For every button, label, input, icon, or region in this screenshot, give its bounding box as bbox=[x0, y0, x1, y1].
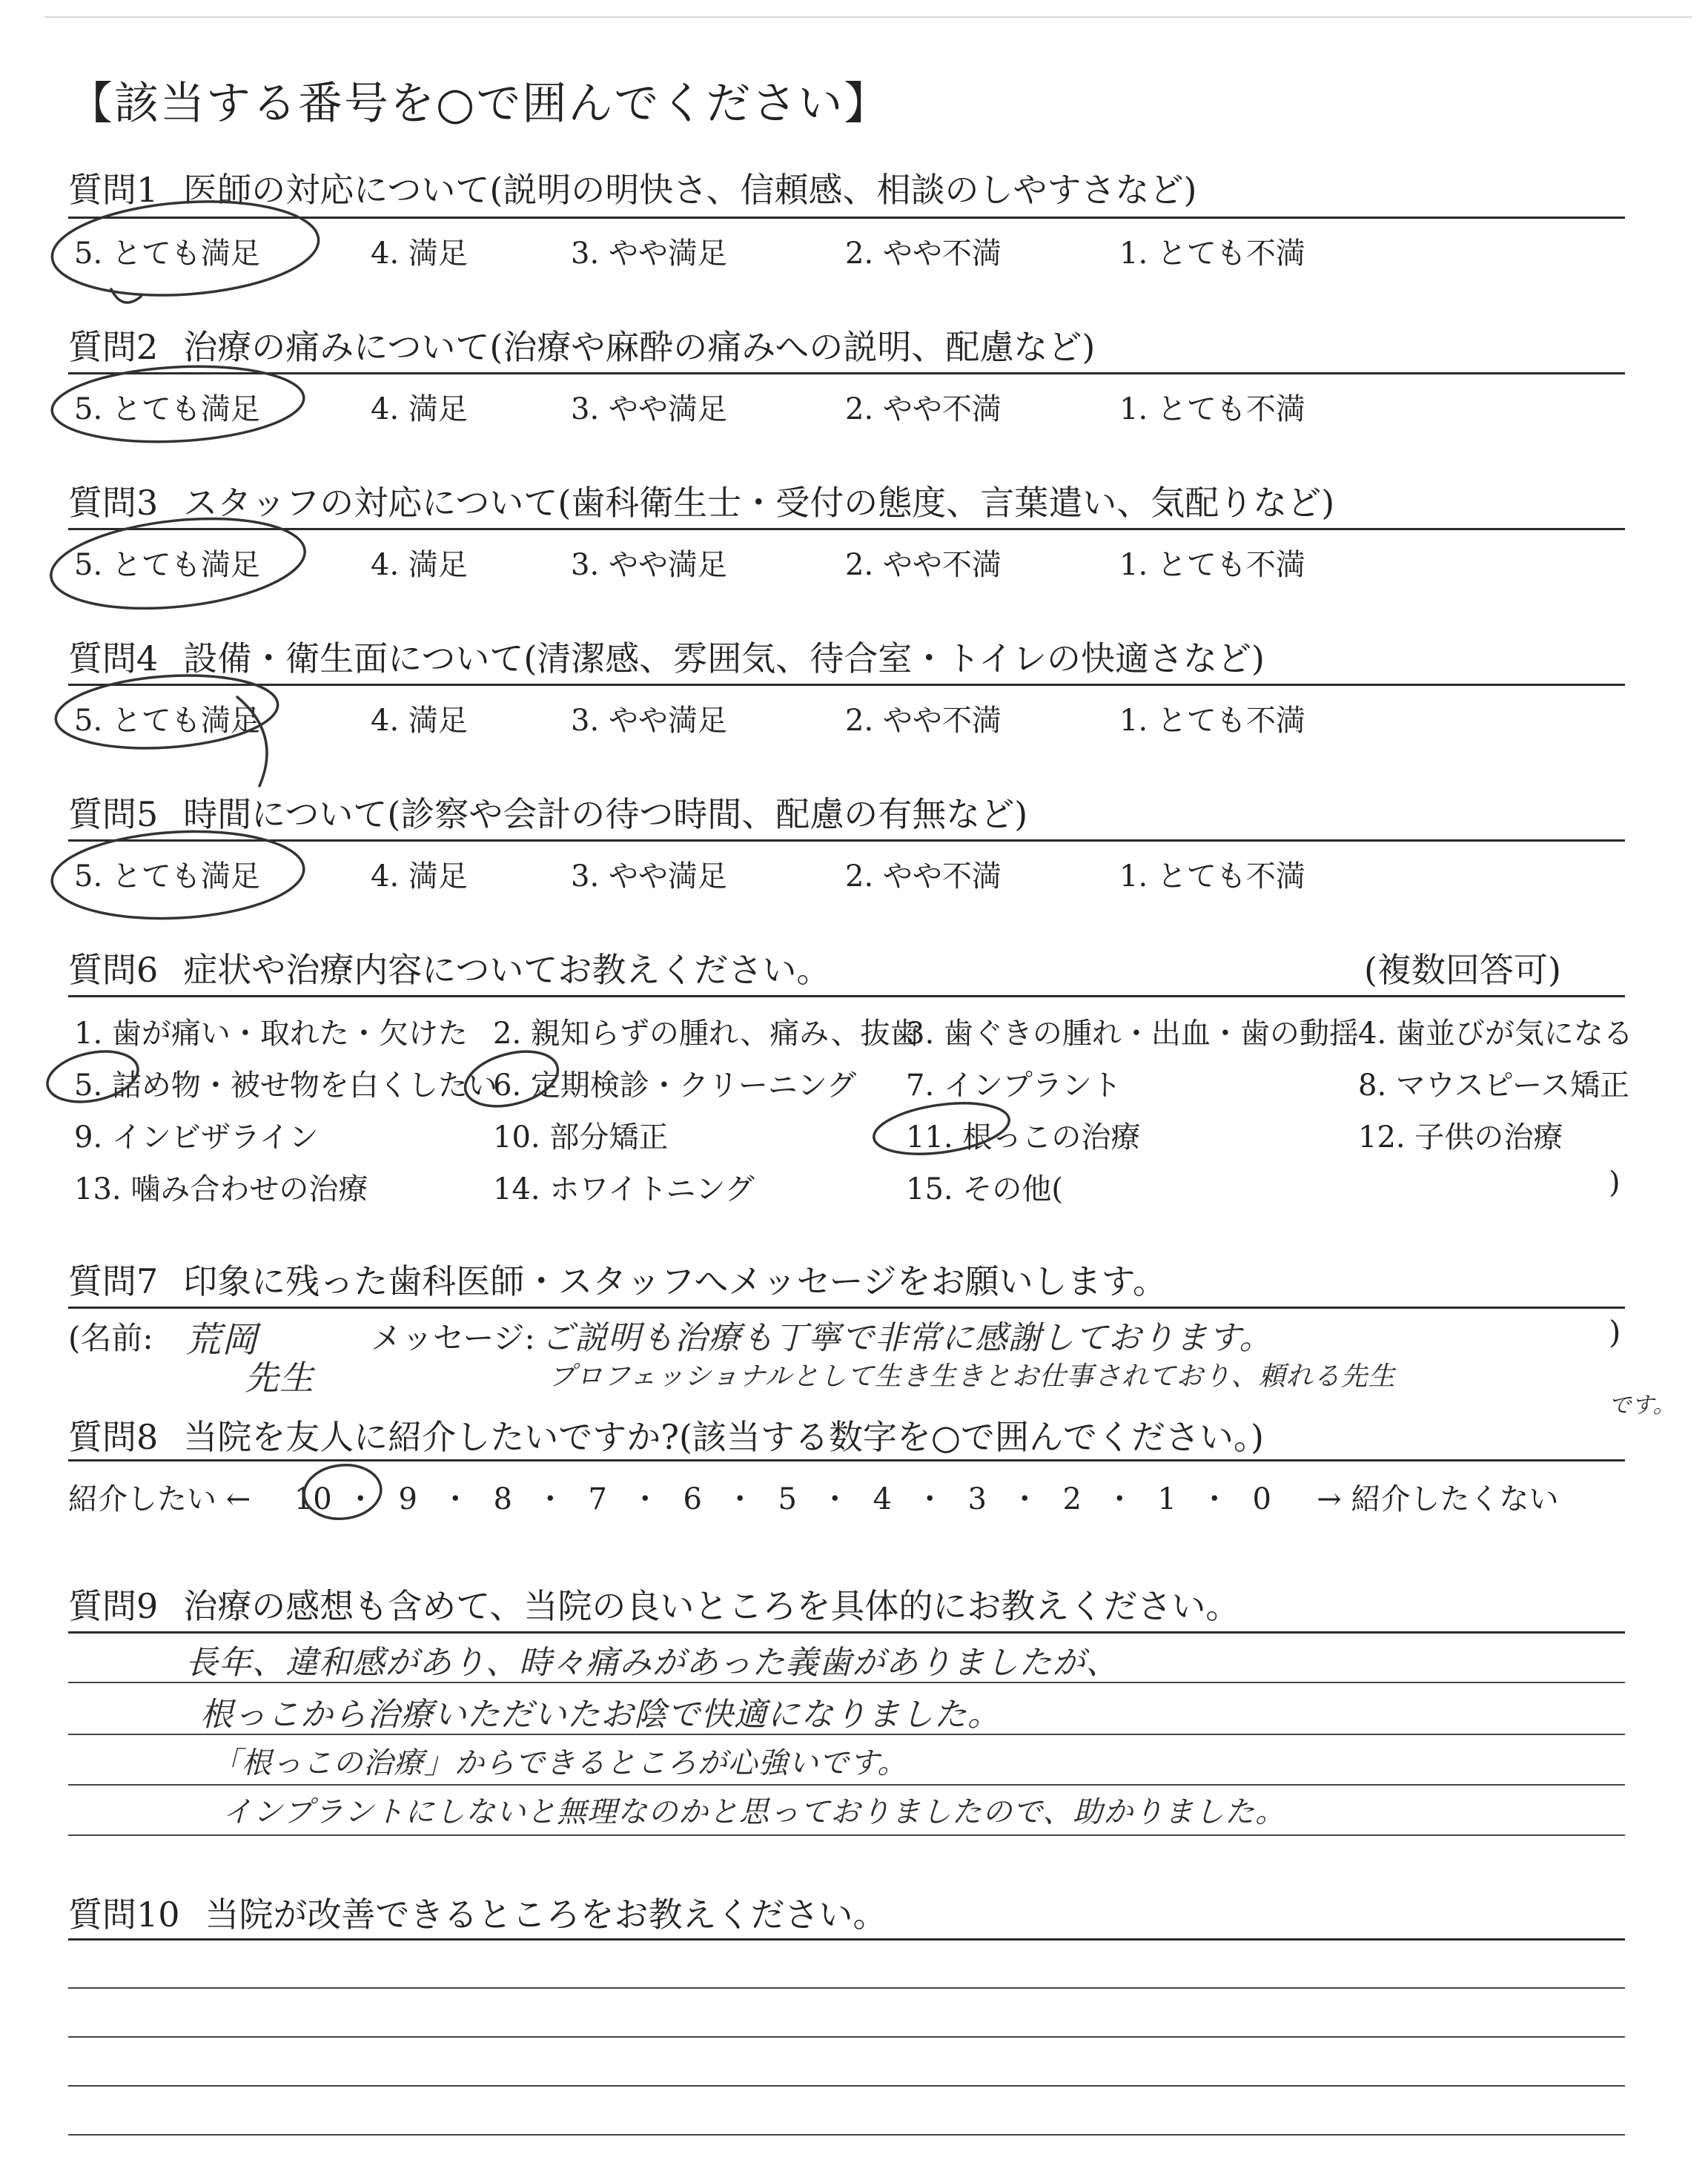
question-text: 時間について(診察や会計の待つ時間、配慮の有無など) bbox=[183, 794, 1028, 834]
scale-value-8[interactable]: 8 bbox=[493, 1482, 512, 1516]
answer-line-3[interactable]: 「根っこの治療」からできるところが心強いです。 bbox=[211, 1746, 908, 1780]
question-3 bbox=[68, 476, 1625, 525]
answer-line-1[interactable]: 長年、違和感があり、時々痛みがあった義歯がありましたが、 bbox=[185, 1644, 1119, 1682]
scale-left-label: 紹介したい ← bbox=[68, 1482, 251, 1516]
question-2 bbox=[68, 320, 1625, 369]
q4-option-3[interactable]: 3. やや満足 bbox=[571, 704, 727, 738]
scale-separator: ・ bbox=[345, 1482, 376, 1516]
question-8 bbox=[68, 1410, 1625, 1459]
scale-separator: ・ bbox=[535, 1482, 566, 1516]
answer-line-2[interactable]: 根っこから治療いただいたお陰で快適になりました。 bbox=[200, 1696, 1001, 1734]
q3-option-4[interactable]: 4. 満足 bbox=[371, 548, 468, 582]
answer-line-4[interactable]: インプラントにしないと無理なのかと思っておりましたので、助かりました。 bbox=[222, 1795, 1286, 1829]
q3-option-3[interactable]: 3. やや満足 bbox=[571, 548, 727, 582]
q6-option-6[interactable]: 6. 定期検診・クリーニング bbox=[493, 1069, 857, 1103]
question-text: 設備・衛生面について(清潔感、雰囲気、待合室・トイレの快適さなど) bbox=[183, 638, 1265, 678]
q6-option-8[interactable]: 8. マウスピース矯正 bbox=[1358, 1069, 1630, 1103]
question-number: 質問1 bbox=[68, 170, 159, 210]
question-9-rule bbox=[68, 1631, 1625, 1634]
scale-separator: ・ bbox=[725, 1482, 755, 1516]
message-label: メッセージ: bbox=[371, 1320, 535, 1356]
q6-option-10[interactable]: 10. 部分矯正 bbox=[493, 1120, 669, 1155]
message-line-2[interactable]: プロフェッショナルとして生き生きとお仕事されており、頼れる先生 bbox=[549, 1361, 1396, 1392]
q1-option-1[interactable]: 1. とても不満 bbox=[1119, 237, 1305, 271]
form-title: 【該当する番号を○で囲んでください】 bbox=[68, 78, 890, 130]
q3-option-1[interactable]: 1. とても不満 bbox=[1119, 548, 1305, 582]
answer-rule bbox=[68, 1784, 1625, 1786]
question-text: 症状や治療内容についてお教えください。 bbox=[183, 950, 831, 990]
question-number: 質問6 bbox=[68, 950, 159, 990]
multiple-answer-note: (複数回答可) bbox=[1364, 950, 1561, 990]
answer-rule[interactable] bbox=[68, 2085, 1625, 2087]
question-3-rule bbox=[68, 528, 1625, 530]
question-9 bbox=[68, 1579, 1625, 1628]
q6-option-5[interactable]: 5. 詰め物・被せ物を白くしたい bbox=[74, 1069, 497, 1103]
scale-separator: ・ bbox=[915, 1482, 945, 1516]
scale-value-2[interactable]: 2 bbox=[1062, 1482, 1082, 1516]
q2-option-5[interactable]: 5. とても満足 bbox=[74, 392, 260, 426]
question-2-rule bbox=[68, 372, 1625, 374]
q1-option-5[interactable]: 5. とても満足 bbox=[74, 237, 260, 271]
q6-option-4[interactable]: 4. 歯並びが気になる bbox=[1358, 1017, 1633, 1051]
q6-option-15[interactable]: 15. その他( bbox=[906, 1172, 1063, 1206]
question-number: 質問7 bbox=[68, 1261, 159, 1301]
recommend-scale bbox=[68, 1476, 1558, 1518]
name-value[interactable]: 荒岡 bbox=[185, 1319, 259, 1361]
scale-value-7[interactable]: 7 bbox=[588, 1482, 607, 1516]
question-number: 質問10 bbox=[68, 1895, 180, 1935]
answer-rule bbox=[68, 1682, 1625, 1683]
scale-separator: ・ bbox=[630, 1482, 661, 1516]
q2-option-1[interactable]: 1. とても不満 bbox=[1119, 392, 1305, 426]
scale-right-label: → 紹介したくない bbox=[1317, 1482, 1559, 1516]
q6-option-7[interactable]: 7. インプラント bbox=[906, 1069, 1122, 1103]
message-line-2-tail[interactable]: です。 bbox=[1609, 1393, 1676, 1418]
q1-option-3[interactable]: 3. やや満足 bbox=[571, 237, 727, 271]
question-text: 当院が改善できるところをお教えください。 bbox=[205, 1895, 887, 1935]
top-border bbox=[44, 16, 1692, 18]
question-6-rule bbox=[68, 995, 1625, 997]
q6-option-1[interactable]: 1. 歯が痛い・取れた・欠けた bbox=[74, 1017, 468, 1051]
question-text: 印象に残った歯科医師・スタッフへメッセージをお願いします。 bbox=[183, 1261, 1167, 1301]
question-4 bbox=[68, 632, 1625, 681]
q1-option-4[interactable]: 4. 満足 bbox=[371, 237, 468, 271]
q6-option-2[interactable]: 2. 親知らずの腫れ、痛み、抜歯 bbox=[493, 1017, 920, 1051]
question-number: 質問2 bbox=[68, 327, 159, 367]
q1-selection-tail bbox=[111, 289, 141, 303]
scale-value-1[interactable]: 1 bbox=[1157, 1482, 1176, 1516]
question-text: スタッフの対応について(歯科衛生士・受付の態度、言葉遣い、気配りなど) bbox=[183, 483, 1335, 523]
q6-option-14[interactable]: 14. ホワイトニング bbox=[493, 1172, 755, 1206]
question-text: 治療の痛みについて(治療や麻酔の痛みへの説明、配慮など) bbox=[183, 327, 1096, 367]
q6-option-3[interactable]: 3. 歯ぐきの腫れ・出血・歯の動揺 bbox=[906, 1017, 1359, 1051]
question-number: 質問9 bbox=[68, 1586, 159, 1626]
question-text: 治療の感想も含めて、当院の良いところを具体的にお教えください。 bbox=[183, 1586, 1240, 1626]
q2-option-2[interactable]: 2. やや不満 bbox=[845, 392, 1002, 426]
scale-value-3[interactable]: 3 bbox=[967, 1482, 987, 1516]
q6-option-15-close: ) bbox=[1609, 1166, 1621, 1200]
q3-option-5[interactable]: 5. とても満足 bbox=[74, 548, 260, 582]
answer-rule bbox=[68, 1734, 1625, 1735]
question-number: 質問3 bbox=[68, 483, 159, 523]
question-number: 質問5 bbox=[68, 794, 159, 834]
q5-option-3[interactable]: 3. やや満足 bbox=[571, 859, 727, 894]
question-text: 医師の対応について(説明の明快さ、信頼感、相談のしやすさなど) bbox=[183, 170, 1197, 210]
q5-option-4[interactable]: 4. 満足 bbox=[371, 859, 468, 894]
scale-value-5[interactable]: 5 bbox=[778, 1482, 797, 1516]
q5-option-5[interactable]: 5. とても満足 bbox=[74, 859, 260, 894]
scale-separator: ・ bbox=[440, 1482, 471, 1516]
name-label: (名前: bbox=[68, 1320, 153, 1356]
q2-option-3[interactable]: 3. やや満足 bbox=[571, 392, 727, 426]
answer-rule bbox=[68, 1834, 1625, 1836]
q6-option-12[interactable]: 12. 子供の治療 bbox=[1358, 1120, 1563, 1155]
question-8-rule bbox=[68, 1459, 1625, 1462]
scale-separator: ・ bbox=[1105, 1482, 1135, 1516]
scale-value-10[interactable]: 10 bbox=[294, 1482, 332, 1516]
scale-separator: ・ bbox=[820, 1482, 850, 1516]
q4-option-2[interactable]: 2. やや不満 bbox=[845, 704, 1002, 738]
question-5 bbox=[68, 787, 1625, 836]
q2-option-4[interactable]: 4. 満足 bbox=[371, 392, 468, 426]
q1-option-2[interactable]: 2. やや不満 bbox=[845, 237, 1002, 271]
scale-separator: ・ bbox=[1010, 1482, 1040, 1516]
scale-value-6[interactable]: 6 bbox=[683, 1482, 702, 1516]
question-4-rule bbox=[68, 684, 1625, 686]
question-number: 質問8 bbox=[68, 1417, 159, 1457]
scale-separator: ・ bbox=[1199, 1482, 1230, 1516]
q6-option-9[interactable]: 9. インビザライン bbox=[74, 1120, 319, 1155]
question-1 bbox=[68, 163, 1625, 212]
name-title[interactable]: 先生 bbox=[245, 1358, 314, 1398]
q4-option-4[interactable]: 4. 満足 bbox=[371, 704, 468, 738]
question-7 bbox=[68, 1255, 1625, 1304]
question-1-rule bbox=[68, 217, 1625, 219]
answer-rule[interactable] bbox=[68, 2134, 1625, 2136]
q5-option-1[interactable]: 1. とても不満 bbox=[1119, 859, 1305, 894]
question-5-rule bbox=[68, 839, 1625, 842]
q6-option-13[interactable]: 13. 噛み合わせの治療 bbox=[74, 1172, 368, 1206]
scale-value-9[interactable]: 9 bbox=[398, 1482, 417, 1516]
question-number: 質問4 bbox=[68, 638, 159, 678]
scale-value-0[interactable]: 0 bbox=[1252, 1482, 1271, 1516]
message-line-1[interactable]: ご説明も治療も丁寧で非常に感謝しております。 bbox=[541, 1319, 1273, 1357]
q3-option-2[interactable]: 2. やや不満 bbox=[845, 548, 1002, 582]
question-10-rule bbox=[68, 1938, 1625, 1941]
question-7-rule bbox=[68, 1307, 1625, 1309]
q6-option-11[interactable]: 11. 根っこの治療 bbox=[906, 1120, 1141, 1155]
q4-option-5[interactable]: 5. とても満足 bbox=[74, 704, 260, 738]
answer-rule[interactable] bbox=[68, 2036, 1625, 2038]
q5-option-2[interactable]: 2. やや不満 bbox=[845, 859, 1002, 894]
message-close-paren: ) bbox=[1609, 1314, 1621, 1350]
answer-rule[interactable] bbox=[68, 1987, 1625, 1989]
scale-value-4[interactable]: 4 bbox=[873, 1482, 892, 1516]
question-10 bbox=[68, 1888, 1625, 1937]
question-text: 当院を友人に紹介したいですか?(該当する数字を○で囲んでください。) bbox=[183, 1417, 1264, 1457]
q4-option-1[interactable]: 1. とても不満 bbox=[1119, 704, 1305, 738]
